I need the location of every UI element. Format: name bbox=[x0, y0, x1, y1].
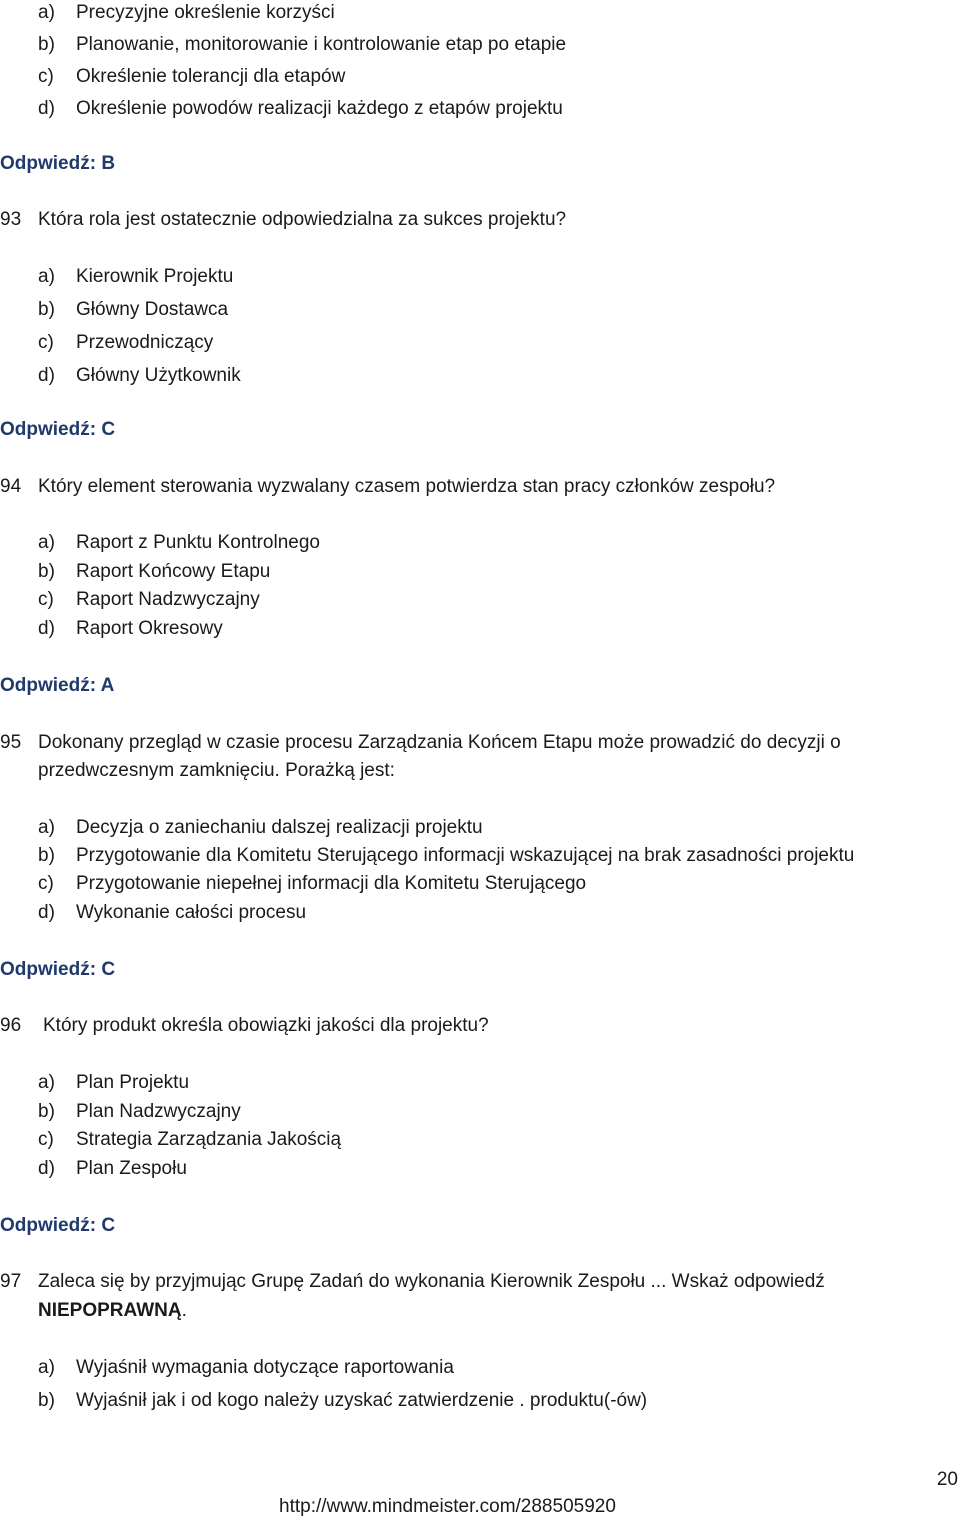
page: a) Precyzyjne określenie korzyści b) Planowanie, monitorowanie i kontrolowanie etap po etapie c) Określenie tolerancji dla etapów d) Określenie powodów realizacji każdego z etapów projektu Odpwiedź: B 93 Która rola jest ostatecznie odpowiedzialna za sukces projektu? a) Kierownik Projektu b) Główny Dostawca c) Przewodniczący d) Główny Użytkownik Odpwiedź: C 94 Który element sterowania wyzwalany czasem potwierdza stan pracy członków zespołu? a) Raport z Punktu Kontrolnego b) Raport Końcowy Etapu c) Raport Nadzwyczajny d) Raport Okresowy Odpwiedź: A 95 Dokonany przegląd w czasie procesu Zarządzania Końcem Etapu może prowadzić do decyzji o przedwczesnym zamknięciu. Porażką jest: a) Decyzja o zaniechaniu dalszej realizacji projektu b) Przygotowanie dla Komitetu Sterującego informacji wskazującej na brak zasadności projektu c) Przygotowanie niepełnej informacji dla Komitetu Sterującego d) Wykonanie całości procesu Odpwiedź: C 96 Który produkt określa obowiązki jakości dla projektu? a) Plan Projektu b) Plan Nadzwyczajny c) Strategia Zarządzania Jakością d) Plan Zespołu Odpwiedź: C 97 Zaleca się by przyjmując Grupę Zadań do wykonania Kierownik Zespołu ... Wskaż odpowiedź NIEPOPRAWNĄ. a) Wyjaśnił wymagania dotyczące raportowania b) Wyjaśnił jak i od kogo należy uzyskać zatwierdzenie . produktu(-ów) 20 http://www.mindmeister.com/288505920 bbox=[0, 2, 958, 1517]
answer: Odpwiedź: B bbox=[0, 153, 116, 174]
footer-url: http://www.mindmeister.com/288505920 bbox=[279, 1496, 616, 1517]
answer: Odpwiedź: A bbox=[0, 675, 115, 696]
page-number: 20 bbox=[936, 1469, 958, 1490]
emphasis: NIEPOPRAWNĄ bbox=[38, 1300, 182, 1321]
answer: Odpwiedź: C bbox=[0, 959, 116, 980]
question-97-continuation: NIEPOPRAWNĄ. bbox=[38, 1300, 187, 1321]
answer: Odpwiedź: C bbox=[0, 1215, 116, 1236]
question-95-continuation: przedwczesnym zamknięciu. Porażką jest: bbox=[38, 760, 395, 781]
answer: Odpwiedź: C bbox=[0, 419, 116, 440]
